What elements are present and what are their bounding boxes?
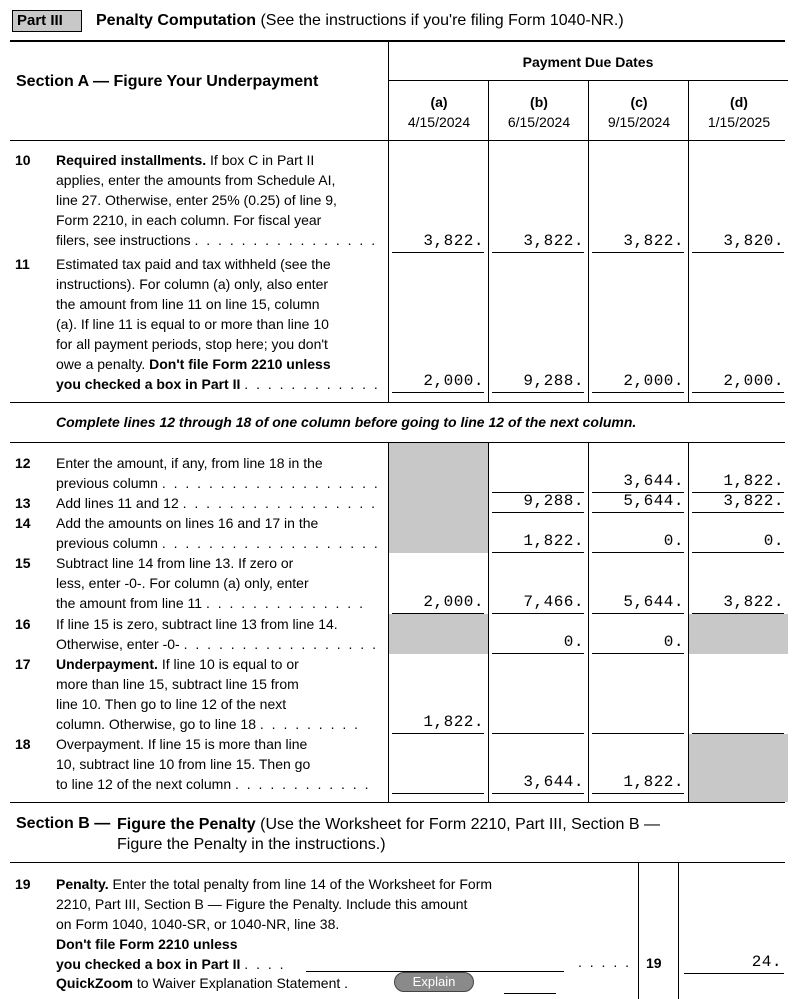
underline [592,613,684,614]
underline [392,793,484,794]
underline [392,733,484,734]
rule [10,402,785,403]
rule [10,802,785,803]
line-11-col-a[interactable]: 2,000. [423,372,484,390]
line-11-col-c[interactable]: 2,000. [623,372,684,390]
explain-button[interactable]: Explain [394,972,474,992]
underline [592,793,684,794]
line-11-number: 11 [15,256,30,272]
rule [10,862,785,863]
line-15-col-b[interactable]: 7,466. [523,593,584,611]
underline [692,252,784,253]
line-13-col-c[interactable]: 5,644. [623,492,684,510]
line-14-number: 14 [15,515,31,531]
line-10-number: 10 [15,152,31,168]
underline [492,512,584,513]
line-12-col-d[interactable]: 1,822. [723,472,784,490]
col-divider [588,80,589,402]
col-divider [638,862,639,999]
section-a-title: Section A — Figure Your Underpayment [16,73,319,90]
line-16-number: 16 [15,616,31,632]
underline [692,392,784,393]
line-17-number: 17 [15,656,31,672]
line-14-col-c[interactable]: 0. [663,532,684,550]
col-divider [688,442,689,802]
line-13-col-d[interactable]: 3,822. [723,492,784,510]
line-12-text: Enter the amount, if any, from line 18 in the previous column . . . . . . . . . . . . . . . . . . . [56,455,380,491]
underline [592,653,684,654]
payment-due-dates-label: Payment Due Dates [522,54,654,70]
col-divider [588,442,589,802]
section-b-subtitle: Figure the Penalty (Use the Worksheet for Form 2210, Part III, Section B — Figure the Penalty in the instructions.) [117,816,661,853]
quickzoom-text: QuickZoom to Waiver Explanation Statement . [56,975,349,991]
column-a-header: (a) 4/15/2024 [407,94,471,130]
underline [684,973,784,974]
line-15-col-a[interactable]: 2,000. [423,593,484,611]
underline [492,552,584,553]
line-17-col-a[interactable]: 1,822. [423,713,484,731]
line-16-text: If line 15 is zero, subtract line 13 from line 14. Otherwise, enter -0- . . . . . . . . . . . . . . . . . [56,616,378,652]
rule [10,140,785,141]
line-17-text: Underpayment. If line 10 is equal to or more than line 15, subtract line 15 from line 10. Then go to line 12 of the next column. Otherwise, go to line 18 . . . . . . . . . [56,656,361,732]
line-18-text: Overpayment. If line 15 is more than line 10, subtract line 10 from line 15. Then go to line 12 of the next column . . . . . . . . . . . . [56,736,371,792]
line-18-number: 18 [15,736,31,752]
line-10-col-d[interactable]: 3,820. [723,232,784,250]
underline [492,252,584,253]
line-10-col-b[interactable]: 3,822. [523,232,584,250]
underline [592,392,684,393]
underline [592,733,684,734]
line-19-value[interactable]: 24. [751,953,782,971]
line-15-number: 15 [15,555,31,571]
col-divider [488,442,489,802]
line-15-text: Subtract line 14 from line 13. If zero or less, enter -0-. For column (a) only, enter the amount from line 11 . . . . . . . . . . . . . . [56,555,365,611]
line-19-dots: . . . . . [578,954,632,970]
underline [692,552,784,553]
underline [392,392,484,393]
underline [392,613,484,614]
column-d-header: (d) 1/15/2025 [707,94,771,130]
line-10-col-a[interactable]: 3,822. [423,232,484,250]
line-14-col-b[interactable]: 1,822. [523,532,584,550]
line-16-col-c[interactable]: 0. [663,633,684,651]
line-18-col-b[interactable]: 3,644. [523,773,584,791]
line-12-col-c[interactable]: 3,644. [623,472,684,490]
underline [692,733,784,734]
rule [10,40,785,42]
line-11-text: Estimated tax paid and tax withheld (see the instructions). For column (a) only, also enter the amount from line 11 on line 15, column (a). If line 11 is equal to or more than line 10 for all payment periods, stop here; you don't owe a penalty. Don't file Form 2210 unless you checked a box in Part II . . . . . . . . . . . . [56,256,380,392]
disabled-cell [389,614,488,654]
part-label: Part III [12,10,82,32]
line-13-text: Add lines 11 and 12 . . . . . . . . . . . . . . . . . [56,495,377,511]
col-divider [688,80,689,402]
disabled-cell [389,443,488,553]
line-11-col-b[interactable]: 9,288. [523,372,584,390]
underline [492,392,584,393]
line-15-col-c[interactable]: 5,644. [623,593,684,611]
line-13-col-b[interactable]: 9,288. [523,492,584,510]
line-10-text: Required installments. If box C in Part II applies, enter the amounts from Schedule AI, line 27. Otherwise, enter 25% (0.25) of line 9, Form 2210, in each column. For fiscal year filers, see instructions . . . . . . . . . . . . . . . . [56,152,378,248]
underline [592,552,684,553]
line-15-col-d[interactable]: 3,822. [723,593,784,611]
line-11-col-d[interactable]: 2,000. [723,372,784,390]
line-14-text: Add the amounts on lines 16 and 17 in the previous column . . . . . . . . . . . . . . . . . . . [56,515,380,551]
line-10-col-c[interactable]: 3,822. [623,232,684,250]
col-divider [388,40,389,402]
underline [692,613,784,614]
underline [592,252,684,253]
column-c-header: (c) 9/15/2024 [607,94,671,130]
line-14-col-d[interactable]: 0. [763,532,784,550]
underline [592,512,684,513]
line-18-col-c[interactable]: 1,822. [623,773,684,791]
col-divider [678,862,679,999]
line-16-col-b[interactable]: 0. [563,633,584,651]
col-divider [488,80,489,402]
underline [492,733,584,734]
part-title-bold: Penalty Computation [96,12,257,29]
line-12-number: 12 [15,455,31,471]
line-13-number: 13 [15,495,31,511]
underline [492,793,584,794]
line-19-box-number: 19 [646,955,662,971]
underline [392,252,484,253]
line-19-number: 19 [15,876,31,892]
section-b-title: Section B — [16,815,111,832]
part-subtitle: (See the instructions if you're filing Form 1040-NR.) [260,12,624,29]
underline [504,993,556,994]
underline [492,653,584,654]
underline [692,512,784,513]
col-divider [388,442,389,802]
disabled-cell [689,734,788,802]
disabled-cell [689,614,788,654]
part-title [96,12,624,30]
line-19-text: Penalty. Enter the total penalty from line 14 of the Worksheet for Form 2210, Part III, Section B — Figure the Penalty. Include this amount on Form 1040, 1040-SR, or 1040-NR, line 38. Don't file Form 2210 unless you checked a box in Part II . . . . [56,876,493,972]
complete-lines-note: Complete lines 12 through 18 of one column before going to line 12 of the next column. [56,414,637,430]
column-b-header: (b) 6/15/2024 [507,94,571,130]
underline [492,613,584,614]
